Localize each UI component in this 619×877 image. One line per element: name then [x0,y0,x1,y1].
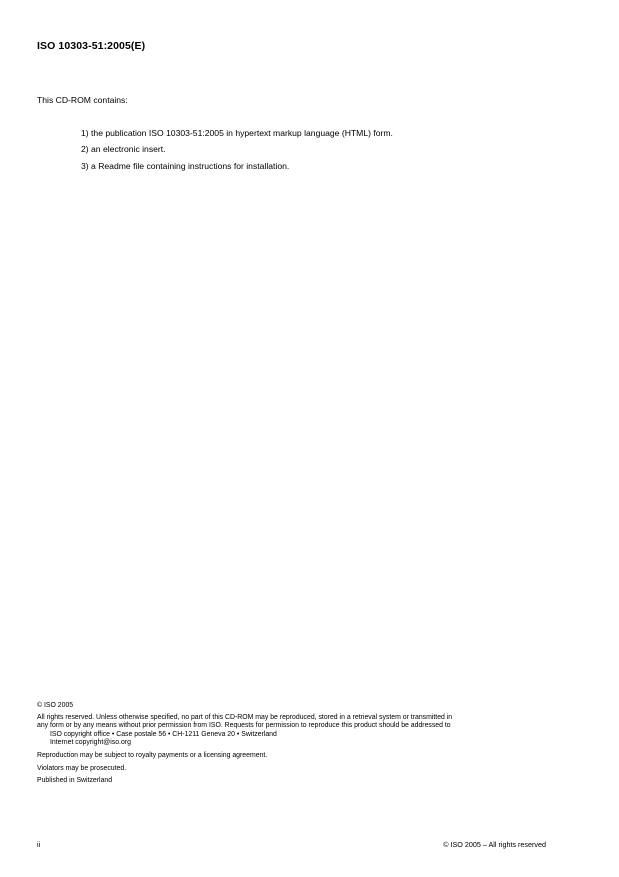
violators-notice: Violators may be prosecuted. [37,764,127,772]
copyright-notice-block [37,702,557,786]
list-item: 1) the publication ISO 10303-51:2005 in hypertext markup language (HTML) form. [81,128,393,138]
copyright-notice: © ISO 2005 [37,702,74,709]
intro-text: This CD-ROM contains: [37,95,128,105]
footer-copyright: © ISO 2005 – All rights reserved [443,840,546,849]
contents-list [81,128,393,177]
published-location: Published in Switzerland [37,777,113,785]
copyright-internet-contact: Internet copyright@iso.org [50,739,131,747]
copyright-office-address: ISO copyright office • Case postale 56 • CH-1211 Geneva 20 • Switzerland [50,730,277,738]
rights-reserved-line-2: any form or by any means without prior permission from ISO. Requests for permission to reproduce this product should be addressed to [37,722,451,730]
document-id-header: ISO 10303-51:2005(E) [37,40,146,52]
list-item: 3) a Readme file containing instructions for installation. [81,160,290,171]
page-number: ii [37,840,41,849]
rights-reserved-line-1: All rights reserved. Unless otherwise specified, no part of this CD-ROM may be reproduced, stored in a retrieval system or transmitted in [37,713,453,721]
royalty-notice: Reproduction may be subject to royalty payments or a licensing agreement. [37,751,268,759]
list-item: 2) an electronic insert. [81,144,166,155]
